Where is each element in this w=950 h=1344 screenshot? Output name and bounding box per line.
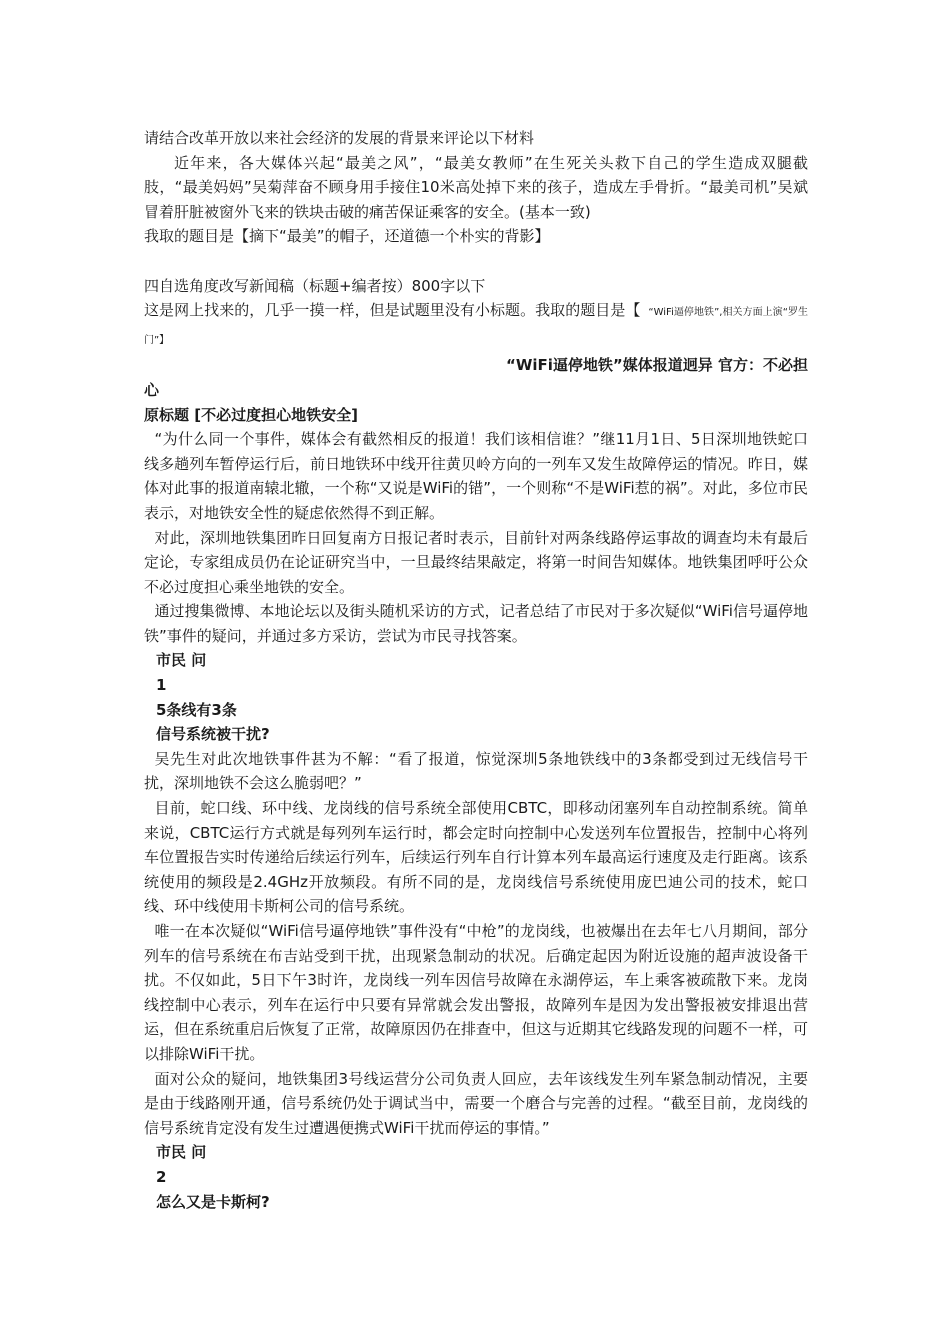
q1-paragraph: 面对公众的疑问，地铁集团3号线运营分公司负责人回应，去年该线发生列车紧急制动情况，主要是由于线路刚开通，信号系统仍处于调试当中，需要一个磨合与完善的过程。“截至目前，龙岗线的信号系统肯定没有发生过遭遇便携式WiFi干扰而停运的事情。” xyxy=(144,1069,808,1137)
q1-heading-line1: 5条线有3条 xyxy=(156,700,237,719)
article-paragraph: “为什么同一个事件，媒体会有截然相反的报道！我们该相信谁？”继11月1日、5日深圳地铁蛇口线多趟列车暂停运行后，前日地铁环中线开往黄贝岭方向的一列车又发生故障停运的情况。昨日，媒体对此事的报道南辕北辙，一个称“又说是WiFi的错”，一个则称“不是WiFi惹的祸”。对此，多位市民表示，对地铁安全性的疑虑依然得不到正解。 xyxy=(144,430,808,522)
q1-label: 市民 问 xyxy=(156,651,207,670)
prompt-2-note-main: 这是网上找来的，几乎一摸一样，但是试题里没有小标题。我取的题目是【 xyxy=(144,301,641,320)
prompt-2-note xyxy=(144,298,808,353)
prompt-1-my-title: 我取的题目是【摘下“最美”的帽子，还道德一个朴实的背影】 xyxy=(144,227,550,246)
q2-number: 2 xyxy=(156,1167,167,1186)
q1-heading-line2: 信号系统被干扰? xyxy=(156,725,270,744)
prompt-1-body: 近年来，各大媒体兴起“最美之风”，“最美女教师”在生死关头救下自己的学生造成双腿截肢，“最美妈妈”吴菊萍奋不顾身用手接住10米高处掉下来的孩子，造成左手骨折。“最美司机”吴斌冒着肝脏被窗外飞来的铁块击破的痛苦保证乘客的安全。(基本一致) xyxy=(144,153,808,221)
article-paragraph: 对此，深圳地铁集团昨日回复南方日报记者时表示，目前针对两条线路停运事故的调查均未有最后定论，专家组成员仍在论证研究当中，一旦最终结果敲定，将第一时间告知媒体。地铁集团呼吁公众不必过度担心乘坐地铁的安全。 xyxy=(144,528,808,596)
blank-line xyxy=(144,249,808,274)
q2-label: 市民 问 xyxy=(156,1143,207,1162)
article-headline-cont: 心 xyxy=(144,380,160,399)
q1-number: 1 xyxy=(156,676,167,695)
prompt-2-note-small: “WiFi逼停地铁”,相关方面上演“罗生门”】 xyxy=(144,307,808,346)
article-headline: “WiFi逼停地铁”媒体报道迥异 官方：不必担 xyxy=(505,356,808,375)
q1-paragraph: 目前，蛇口线、环中线、龙岗线的信号系统全部使用CBTC，即移动闭塞列车自动控制系统。简单来说，CBTC运行方式就是每列列车运行时，都会定时向控制中心发送列车位置报告，控制中心将列车位置报告实时传递给后续运行列车，后续运行列车自行计算本列车最高运行速度及走行距离。该系统使用的频段是2.4GHz开放频段。有所不同的是，龙岗线信号系统使用庞巴迪公司的技术，蛇口线、环中线使用卡斯柯公司的信号系统。 xyxy=(144,799,808,916)
q1-paragraph: 唯一在本次疑似“WiFi信号逼停地铁”事件没有“中枪”的龙岗线，也被爆出在去年七八月期间，部分列车的信号系统在布吉站受到干扰，出现紧急制动的状况。后确定起因为附近设施的超声波设备干扰。不仅如此，5日下午3时许，龙岗线一列车因信号故障在永湖停运，车上乘客被疏散下来。龙岗线控制中心表示，列车在运行中只要有异常就会发出警报，故障列车是因为发出警报被安排退出营运，但在系统重启后恢复了正常，故障原因仍在排查中，但这与近期其它线路发现的问题不一样，可以排除WiFi干扰。 xyxy=(144,922,808,1063)
original-title: 原标题 [不必过度担心地铁安全] xyxy=(144,405,358,424)
prompt-2-title: 四自选角度改写新闻稿（标题+编者按）800字以下 xyxy=(144,276,486,295)
q1-paragraph: 吴先生对此次地铁事件甚为不解：“看了报道，惊觉深圳5条地铁线中的3条都受到过无线信号干扰，深圳地铁不会这么脆弱吧？” xyxy=(144,749,808,793)
article-paragraph: 通过搜集微博、本地论坛以及街头随机采访的方式，记者总结了市民对于多次疑似“WiFi信号逼停地铁”事件的疑问，并通过多方采访，尝试为市民寻找答案。 xyxy=(144,602,808,645)
document-page xyxy=(144,126,808,1214)
prompt-1-title: 请结合改革开放以来社会经济的发展的背景来评论以下材料 xyxy=(144,129,535,147)
q2-heading-line1: 怎么又是卡斯柯? xyxy=(156,1192,270,1211)
